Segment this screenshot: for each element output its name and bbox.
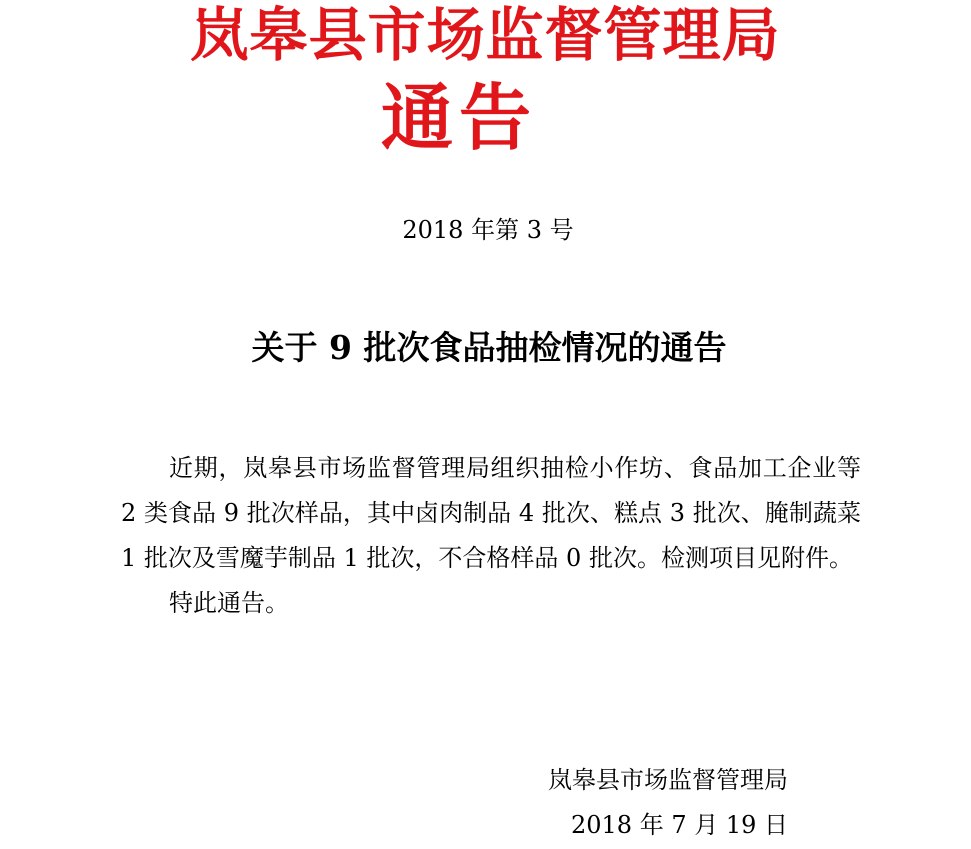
signature-date: 2018 年 7 月 19 日 <box>571 811 789 839</box>
document-type-heading: 通告 <box>380 75 537 160</box>
document-title: 关于 9 批次食品抽检情况的通告 <box>251 328 727 367</box>
signature-organization: 岚皋县市场监督管理局 <box>548 766 788 794</box>
issuer-heading: 岚皋县市场监督管理局 <box>190 1 781 69</box>
document-number: 2018 年第 3 号 <box>402 216 574 244</box>
body-paragraph: 近期，岚皋县市场监督管理局组织抽检小作坊、食品加工企业等 2 类食品 9 批次样品，其中卤肉制品 4 批次、糕点 3 批次、腌制蔬菜 1 批次及雪魔芋制品 1 批次，不合格样品 0 批次。检测项目见附件。 <box>121 454 861 572</box>
body-closing: 特此通告。 <box>169 589 289 617</box>
notice-body <box>121 446 861 626</box>
